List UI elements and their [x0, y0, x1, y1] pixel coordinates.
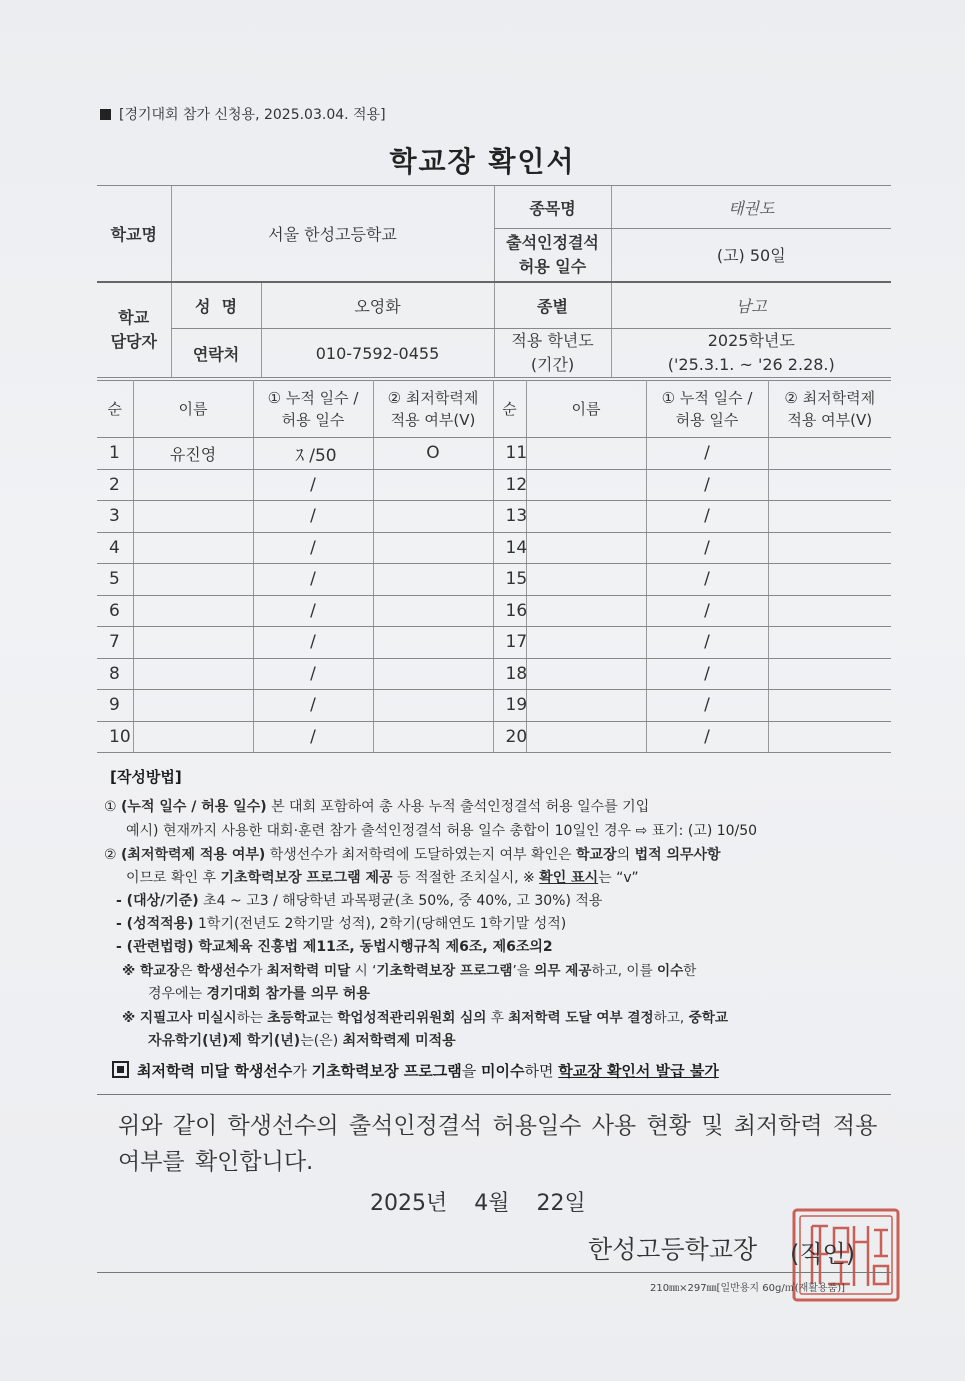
- method-title: [작성방법]: [110, 768, 182, 786]
- method-sub-2: - (성적적용) 1학기(전년도 2학기말 성적), 2학기(당해연도 1학기말 성적): [116, 916, 567, 932]
- table-row: [97, 690, 891, 722]
- row-acad: [373, 690, 493, 722]
- row-acad-right: [768, 438, 891, 470]
- final-warning: 최저학력 미달 학생선수가 기초학력보장 프로그램을 미이수하면 학교장 확인서 발급 불가: [112, 1060, 719, 1081]
- row-days-right: /: [646, 564, 768, 596]
- row-acad-right: [768, 501, 891, 533]
- row-acad-right: [768, 658, 891, 690]
- row-acad: [373, 501, 493, 533]
- contact-label: 연락처: [171, 329, 261, 378]
- row-days: /: [253, 627, 373, 659]
- row-days-right: /: [646, 501, 768, 533]
- row-days: /: [253, 469, 373, 501]
- header-note: [경기대회 참가 신청용, 2025.03.04. 적용]: [100, 104, 386, 124]
- principal-name: 한성고등학교장: [588, 1235, 758, 1264]
- header-acad-right: ② 최저학력제 적용 여부(V): [768, 381, 891, 438]
- row-no-right: 15: [493, 564, 526, 596]
- row-days-right: /: [646, 690, 768, 722]
- row-no-right: 12: [493, 469, 526, 501]
- row-acad: [373, 595, 493, 627]
- row-no: 3: [97, 501, 133, 533]
- row-no-right: 13: [493, 501, 526, 533]
- row-acad: [373, 658, 493, 690]
- document-title: 학교장 확인서: [389, 145, 576, 178]
- table-row: [97, 721, 891, 753]
- row-no-right: 17: [493, 627, 526, 659]
- method-item-1-example: 예시) 현재까지 사용한 대회·훈련 참가 출석인정결석 허용 일수 총합이 10일인 경우 ⇨ 표기: (고) 10/50: [126, 823, 758, 839]
- table-row: [97, 469, 891, 501]
- name-value: 오영화: [261, 282, 494, 329]
- divider-top: [97, 1094, 891, 1095]
- header-name-right: 이름: [526, 381, 646, 438]
- method-note-1: ※ 학교장은 학생선수가 최저학력 미달 시 ‘기초학력보장 프로그램’을 의무 제공하고, 이를 이수한: [122, 963, 697, 979]
- row-no-right: 16: [493, 595, 526, 627]
- row-name-right: [526, 595, 646, 627]
- table-row: [97, 438, 891, 470]
- row-days-right: /: [646, 438, 768, 470]
- row-no-right: 18: [493, 658, 526, 690]
- row-no: 9: [97, 690, 133, 722]
- row-name-right: [526, 627, 646, 659]
- row-acad-right: [768, 690, 891, 722]
- sport-label: 종목명: [494, 186, 611, 229]
- header-days-right: ① 누적 일수 / 허용 일수: [646, 381, 768, 438]
- row-name: 유진영: [133, 438, 253, 470]
- row-name-right: [526, 532, 646, 564]
- manager-label: 학교 담당자: [97, 282, 171, 378]
- method-note-1-line2: 경우에는 경기대회 참가를 의무 허용: [148, 986, 370, 1002]
- row-days: /: [253, 564, 373, 596]
- table-row: [97, 501, 891, 533]
- row-name: [133, 532, 253, 564]
- row-days-right: /: [646, 721, 768, 753]
- method-sub-3: - (관련법령) 학교체육 진흥법 제11조, 동법시행규칙 제6조, 제6조의2: [116, 939, 553, 955]
- confirmation-text: 위와 같이 학생선수의 출석인정결석 허용일수 사용 현황 및 최저학력 적용 여부를 확인합니다.: [118, 1113, 878, 1175]
- row-no: 2: [97, 469, 133, 501]
- row-name: [133, 721, 253, 753]
- row-days: /: [253, 690, 373, 722]
- row-acad-right: [768, 721, 891, 753]
- roster-header-row: [97, 381, 891, 438]
- days-value: (고) 50일: [611, 229, 891, 282]
- row-no: 8: [97, 658, 133, 690]
- row-days: /: [253, 721, 373, 753]
- row-days-right: /: [646, 532, 768, 564]
- method-item-2: ② (최저학력제 적용 여부) 학생선수가 최저학력에 도달하였는지 여부 확인은 학교장의 법적 의무사항: [104, 847, 721, 863]
- roster-table: [97, 380, 891, 753]
- method-item-1: ① (누적 일수 / 허용 일수) 본 대회 포함하여 총 사용 누적 출석인정결석 허용 일수를 기입: [104, 799, 650, 815]
- boxed-square-icon: [112, 1061, 129, 1078]
- row-acad-right: [768, 564, 891, 596]
- method-item-2-line2: 이므로 확인 후 기초학력보장 프로그램 제공 등 적절한 조치실시, ※ 확인 표시는 “v”: [126, 870, 639, 886]
- row-no-right: 19: [493, 690, 526, 722]
- row-name: [133, 501, 253, 533]
- table-row: [97, 627, 891, 659]
- row-acad: [373, 532, 493, 564]
- method-note-2-line2: 자유학기(년)제 학기(년)는(은) 최저학력제 미적용: [148, 1033, 456, 1049]
- school-value: 서울 한성고등학교: [171, 186, 494, 282]
- row-name: [133, 564, 253, 596]
- row-no: 6: [97, 595, 133, 627]
- row-days: /: [253, 595, 373, 627]
- row-name-right: [526, 658, 646, 690]
- row-name-right: [526, 438, 646, 470]
- issue-date: 2025년 4월 22일: [370, 1191, 586, 1216]
- row-no: 1: [97, 438, 133, 470]
- header-no: 순: [97, 381, 133, 438]
- row-days: /: [253, 658, 373, 690]
- divider-bottom: [97, 1272, 891, 1273]
- contact-value: 010-7592-0455: [261, 329, 494, 378]
- header-acad: ② 최저학력제 적용 여부(V): [373, 381, 493, 438]
- row-acad: [373, 627, 493, 659]
- table-row: [97, 658, 891, 690]
- table-row: [97, 532, 891, 564]
- method-sub-1: - (대상/기준) 초4 ~ 고3 / 해당학년 과목평균(초 50%, 중 40%, 고 30%) 적용: [116, 893, 603, 909]
- sport-value: 태권도: [611, 186, 891, 229]
- row-name: [133, 627, 253, 659]
- row-acad: [373, 564, 493, 596]
- seal-label: (직인): [790, 1240, 856, 1268]
- year-label: 적용 학년도 (기간): [494, 329, 611, 378]
- gender-label: 종별: [494, 282, 611, 329]
- row-name-right: [526, 564, 646, 596]
- row-name-right: [526, 721, 646, 753]
- row-acad: O: [373, 438, 493, 470]
- row-days-right: /: [646, 658, 768, 690]
- paper-spec-note: 210㎜×297㎜[일반용지 60g/㎡(재활용품)]: [650, 1283, 846, 1294]
- table-row: [97, 564, 891, 596]
- row-days-right: /: [646, 627, 768, 659]
- row-no: 4: [97, 532, 133, 564]
- row-name-right: [526, 690, 646, 722]
- row-name: [133, 595, 253, 627]
- row-name: [133, 690, 253, 722]
- table-row: [97, 595, 891, 627]
- info-table: [97, 185, 891, 378]
- name-label: 성 명: [171, 282, 261, 329]
- row-no: 7: [97, 627, 133, 659]
- method-note-2: ※ 지필고사 미실시하는 초등학교는 학업성적관리위원회 심의 후 최저학력 도달 여부 결정하고, 중학교: [122, 1010, 728, 1026]
- row-no: 10: [97, 721, 133, 753]
- row-acad-right: [768, 469, 891, 501]
- row-no: 5: [97, 564, 133, 596]
- header-days: ① 누적 일수 / 허용 일수: [253, 381, 373, 438]
- row-no-right: 14: [493, 532, 526, 564]
- square-bullet-icon: [100, 109, 111, 120]
- header-name: 이름: [133, 381, 253, 438]
- school-label: 학교명: [97, 186, 171, 282]
- row-no-right: 20: [493, 721, 526, 753]
- row-days-right: /: [646, 595, 768, 627]
- row-days: /: [253, 501, 373, 533]
- row-acad-right: [768, 595, 891, 627]
- row-acad-right: [768, 627, 891, 659]
- row-name-right: [526, 501, 646, 533]
- row-days-right: /: [646, 469, 768, 501]
- year-value: 2025학년도 ('25.3.1. ~ '26 2.28.): [611, 329, 891, 378]
- row-acad-right: [768, 532, 891, 564]
- days-label: 출석인정결석 허용 일수: [494, 229, 611, 282]
- row-name-right: [526, 469, 646, 501]
- row-acad: [373, 721, 493, 753]
- header-no-right: 순: [493, 381, 526, 438]
- row-acad: [373, 469, 493, 501]
- row-name: [133, 469, 253, 501]
- row-days: /: [253, 532, 373, 564]
- row-name: [133, 658, 253, 690]
- gender-value: 남고: [611, 282, 891, 329]
- row-days: ｽ /50: [253, 438, 373, 470]
- row-no-right: 11: [493, 438, 526, 470]
